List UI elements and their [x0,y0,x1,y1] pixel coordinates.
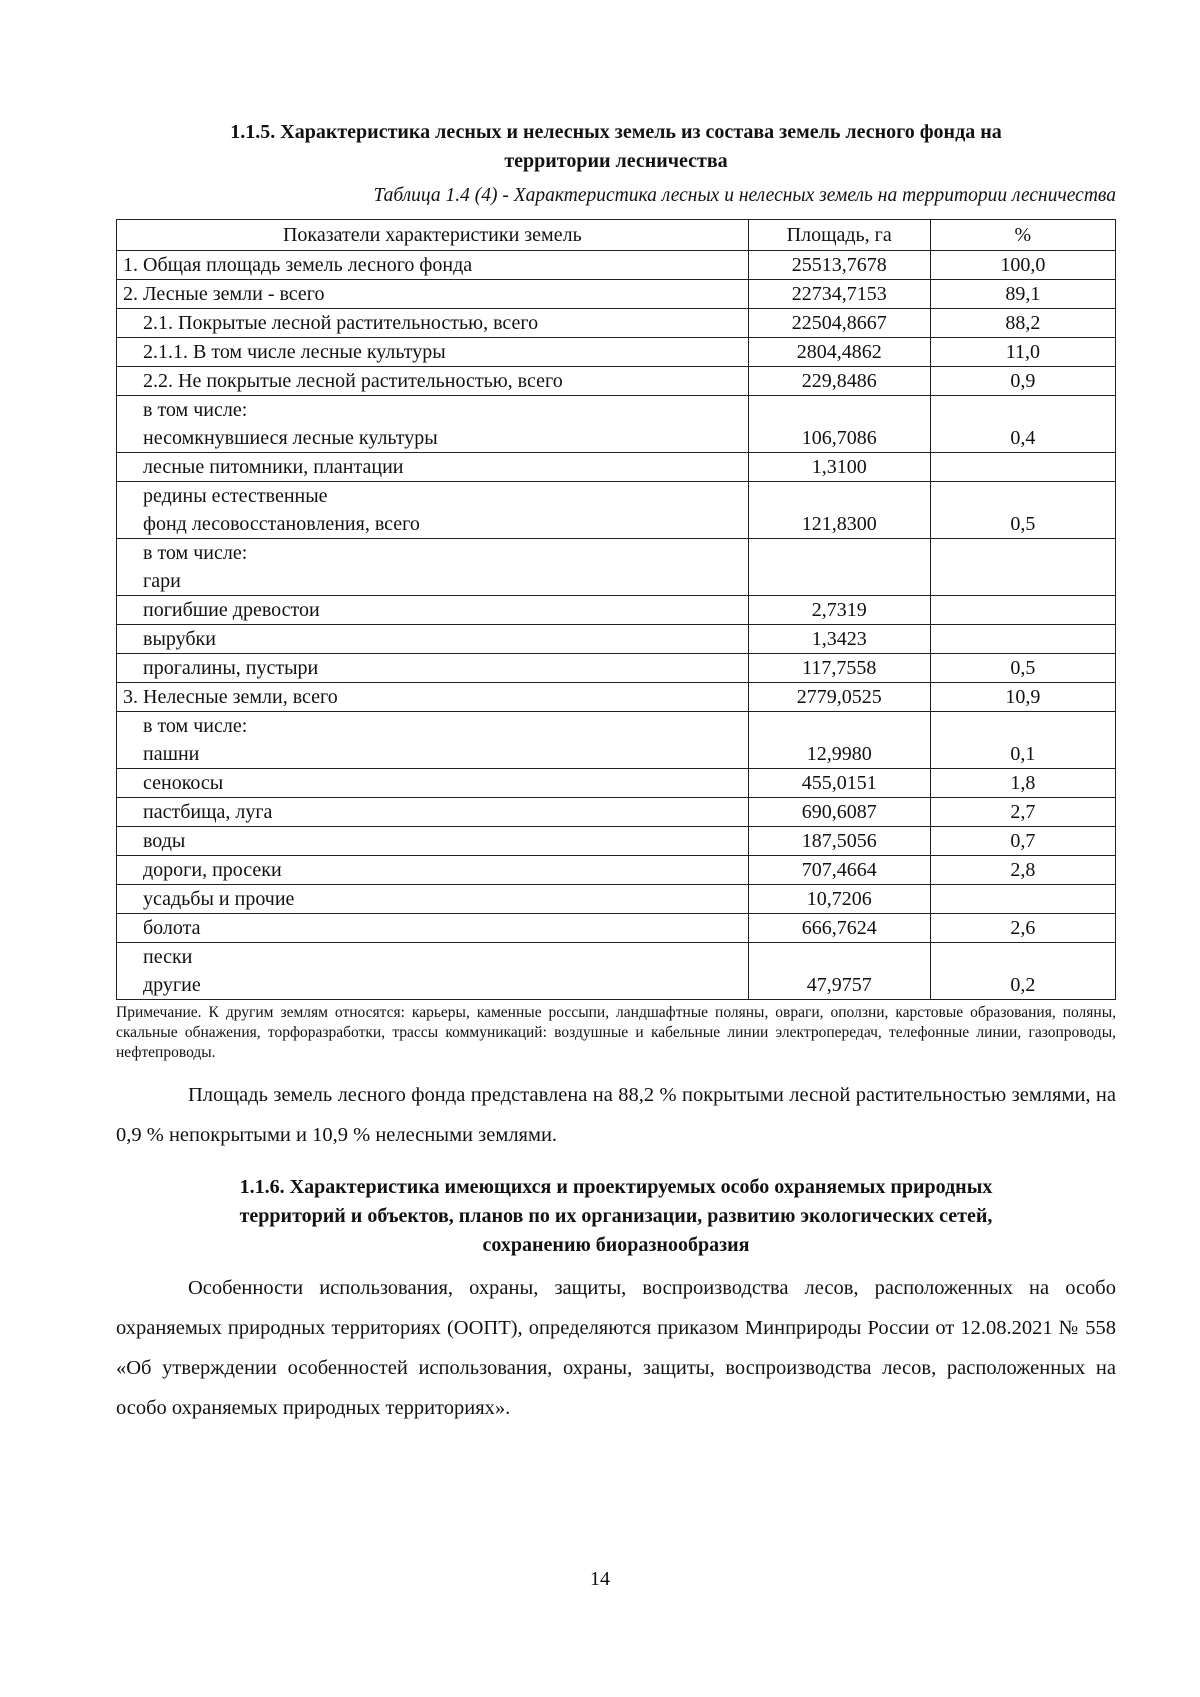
row-area-cell: 229,8486 [748,367,930,396]
row-indicator-cell [117,482,749,539]
row-label: в том числе: [143,542,248,564]
row-indicator-cell [117,539,749,596]
table-row [117,309,1116,338]
row-indicator-cell [117,654,749,683]
row-indicator-cell [117,943,749,1000]
row-indicator-cell [117,769,749,798]
table-header-row [117,220,1116,251]
row-area-cell: 2779,0525 [748,683,930,712]
row-label: пастбища, луга [143,801,273,823]
row-area-cell: 121,8300 [748,482,930,539]
column-header-percent: % [930,220,1115,251]
row-percent-cell: 2,8 [930,856,1115,885]
row-percent-cell: 2,6 [930,914,1115,943]
row-area-cell: 690,6087 [748,798,930,827]
row-label: дороги, просеки [143,859,282,881]
row-indicator-cell [117,280,749,309]
row-area-cell: 22734,7153 [748,280,930,309]
row-indicator-cell [117,338,749,367]
row-percent-cell: 0,1 [930,712,1115,769]
row-area-cell: 106,7086 [748,396,930,453]
row-indicator-cell [117,396,749,453]
table-row [117,712,1116,769]
row-area-cell: 2804,4862 [748,338,930,367]
section-heading-oopt [116,1173,1116,1260]
paragraph-oopt: Особенности использования, охраны, защиты, воспроизводства лесов, расположенных на особо охраняемых природных территориях (ООПТ), определяются приказом Минприроды России от 12.08.2021 № 558 «Об утверждении особенностей использования, охраны, защиты, воспроизводства лесов, расположенных на особо охраняемых природных территориях». [116,1277,1116,1419]
section-heading-line: 1.1.6. Характеристика имеющихся и проектируемых особо охраняемых природных [239,1176,993,1198]
table-body [117,251,1116,1000]
section-heading-line: территории лесничества [504,150,728,172]
row-percent-cell: 10,9 [930,683,1115,712]
row-percent-cell: 100,0 [930,251,1115,280]
page-number: 14 [590,1568,610,1590]
table-row [117,596,1116,625]
table-row [117,798,1116,827]
row-indicator-cell [117,596,749,625]
row-label: в том числе: [143,715,248,737]
table-row [117,338,1116,367]
table-row [117,654,1116,683]
table-row [117,482,1116,539]
row-indicator-cell [117,856,749,885]
row-label: 2. Лесные земли - всего [123,283,325,305]
row-indicator-cell [117,827,749,856]
row-percent-cell [930,453,1115,482]
table-note: Примечание. К другим землям относятся: карьеры, каменные россыпи, ландшафтные поляны, овраги, оползни, карстовые образования, поляны, скальные обнажения, торфоразработки, трассы коммуникаций: воздушные и кабельные линии электропередач, телефонные линии, газопроводы, нефтепроводы. [116,1004,1116,1061]
table-row [117,683,1116,712]
row-label: 2.2. Не покрытые лесной растительностью, всего [143,370,563,392]
row-percent-cell: 1,8 [930,769,1115,798]
row-area-cell: 455,0151 [748,769,930,798]
row-area-cell: 1,3100 [748,453,930,482]
row-label: воды [143,830,186,852]
row-percent-cell: 2,7 [930,798,1115,827]
table-caption: Таблица 1.4 (4) - Характеристика лесных и нелесных земель на территории лесничества [373,185,1116,206]
row-label: 2.1. Покрытые лесной растительностью, всего [143,312,539,334]
row-area-cell: 707,4664 [748,856,930,885]
row-label: пашни [143,743,200,765]
row-label: вырубки [143,628,216,650]
row-percent-cell [930,539,1115,596]
row-area-cell: 666,7624 [748,914,930,943]
row-label: лесные питомники, плантации [143,456,404,478]
row-percent-cell: 89,1 [930,280,1115,309]
table-row [117,367,1116,396]
row-label: погибшие древостои [143,599,320,621]
document-page [116,118,1116,1428]
row-area-cell: 47,9757 [748,943,930,1000]
land-characteristics-table [116,219,1116,1000]
table-row [117,914,1116,943]
row-indicator-cell [117,367,749,396]
row-label: 3. Нелесные земли, всего [123,686,338,708]
row-percent-cell: 0,9 [930,367,1115,396]
row-label: другие [143,974,201,996]
row-area-cell: 187,5056 [748,827,930,856]
section-heading-line: территорий и объектов, планов по их организации, развитию экологических сетей, [239,1205,993,1227]
row-percent-cell [930,885,1115,914]
row-percent-cell [930,596,1115,625]
row-area-cell [748,539,930,596]
table-row [117,251,1116,280]
row-label: несомкнувшиеся лесные культуры [143,427,438,449]
row-area-cell: 22504,8667 [748,309,930,338]
row-percent-cell: 0,7 [930,827,1115,856]
row-indicator-cell [117,309,749,338]
row-label: болота [143,917,201,939]
row-area-cell: 25513,7678 [748,251,930,280]
column-header-indicator: Показатели характеристики земель [117,220,749,251]
table-row [117,539,1116,596]
table-row [117,396,1116,453]
row-area-cell: 10,7206 [748,885,930,914]
table-row [117,943,1116,1000]
row-area-cell: 1,3423 [748,625,930,654]
row-area-cell: 12,9980 [748,712,930,769]
row-label: пески [143,946,193,968]
row-label: в том числе: [143,399,248,421]
row-label: усадьбы и прочие [143,888,295,910]
row-indicator-cell [117,453,749,482]
row-label: гари [143,570,181,592]
table-row [117,885,1116,914]
row-label: сенокосы [143,772,224,794]
row-indicator-cell [117,914,749,943]
paragraph-forest-area-summary: Площадь земель лесного фонда представлена на 88,2 % покрытыми лесной растительностью землями, на 0,9 % непокрытыми и 10,9 % нелесными землями. [116,1084,1116,1146]
row-percent-cell: 0,5 [930,654,1115,683]
table-row [117,625,1116,654]
table-row [117,769,1116,798]
row-label: 1. Общая площадь земель лесного фонда [123,254,473,276]
row-percent-cell: 11,0 [930,338,1115,367]
row-percent-cell: 0,5 [930,482,1115,539]
row-indicator-cell [117,625,749,654]
table-row [117,827,1116,856]
section-heading [116,118,1116,176]
section-heading-line: 1.1.5. Характеристика лесных и нелесных земель из состава земель лесного фонда на [230,121,1002,143]
row-indicator-cell [117,885,749,914]
table-row [117,856,1116,885]
row-area-cell: 117,7558 [748,654,930,683]
section-heading-line: сохранению биоразнообразия [482,1234,750,1256]
table-row [117,280,1116,309]
table-row [117,453,1116,482]
row-indicator-cell [117,251,749,280]
row-label: фонд лесовосстановления, всего [143,513,420,535]
row-label: редины естественные [143,485,328,507]
row-indicator-cell [117,798,749,827]
row-indicator-cell [117,683,749,712]
row-label: прогалины, пустыри [143,657,319,679]
row-percent-cell: 0,2 [930,943,1115,1000]
row-percent-cell: 0,4 [930,396,1115,453]
row-label: 2.1.1. В том числе лесные культуры [143,341,446,363]
row-indicator-cell [117,712,749,769]
row-area-cell: 2,7319 [748,596,930,625]
row-percent-cell: 88,2 [930,309,1115,338]
row-percent-cell [930,625,1115,654]
column-header-area: Площадь, га [748,220,930,251]
